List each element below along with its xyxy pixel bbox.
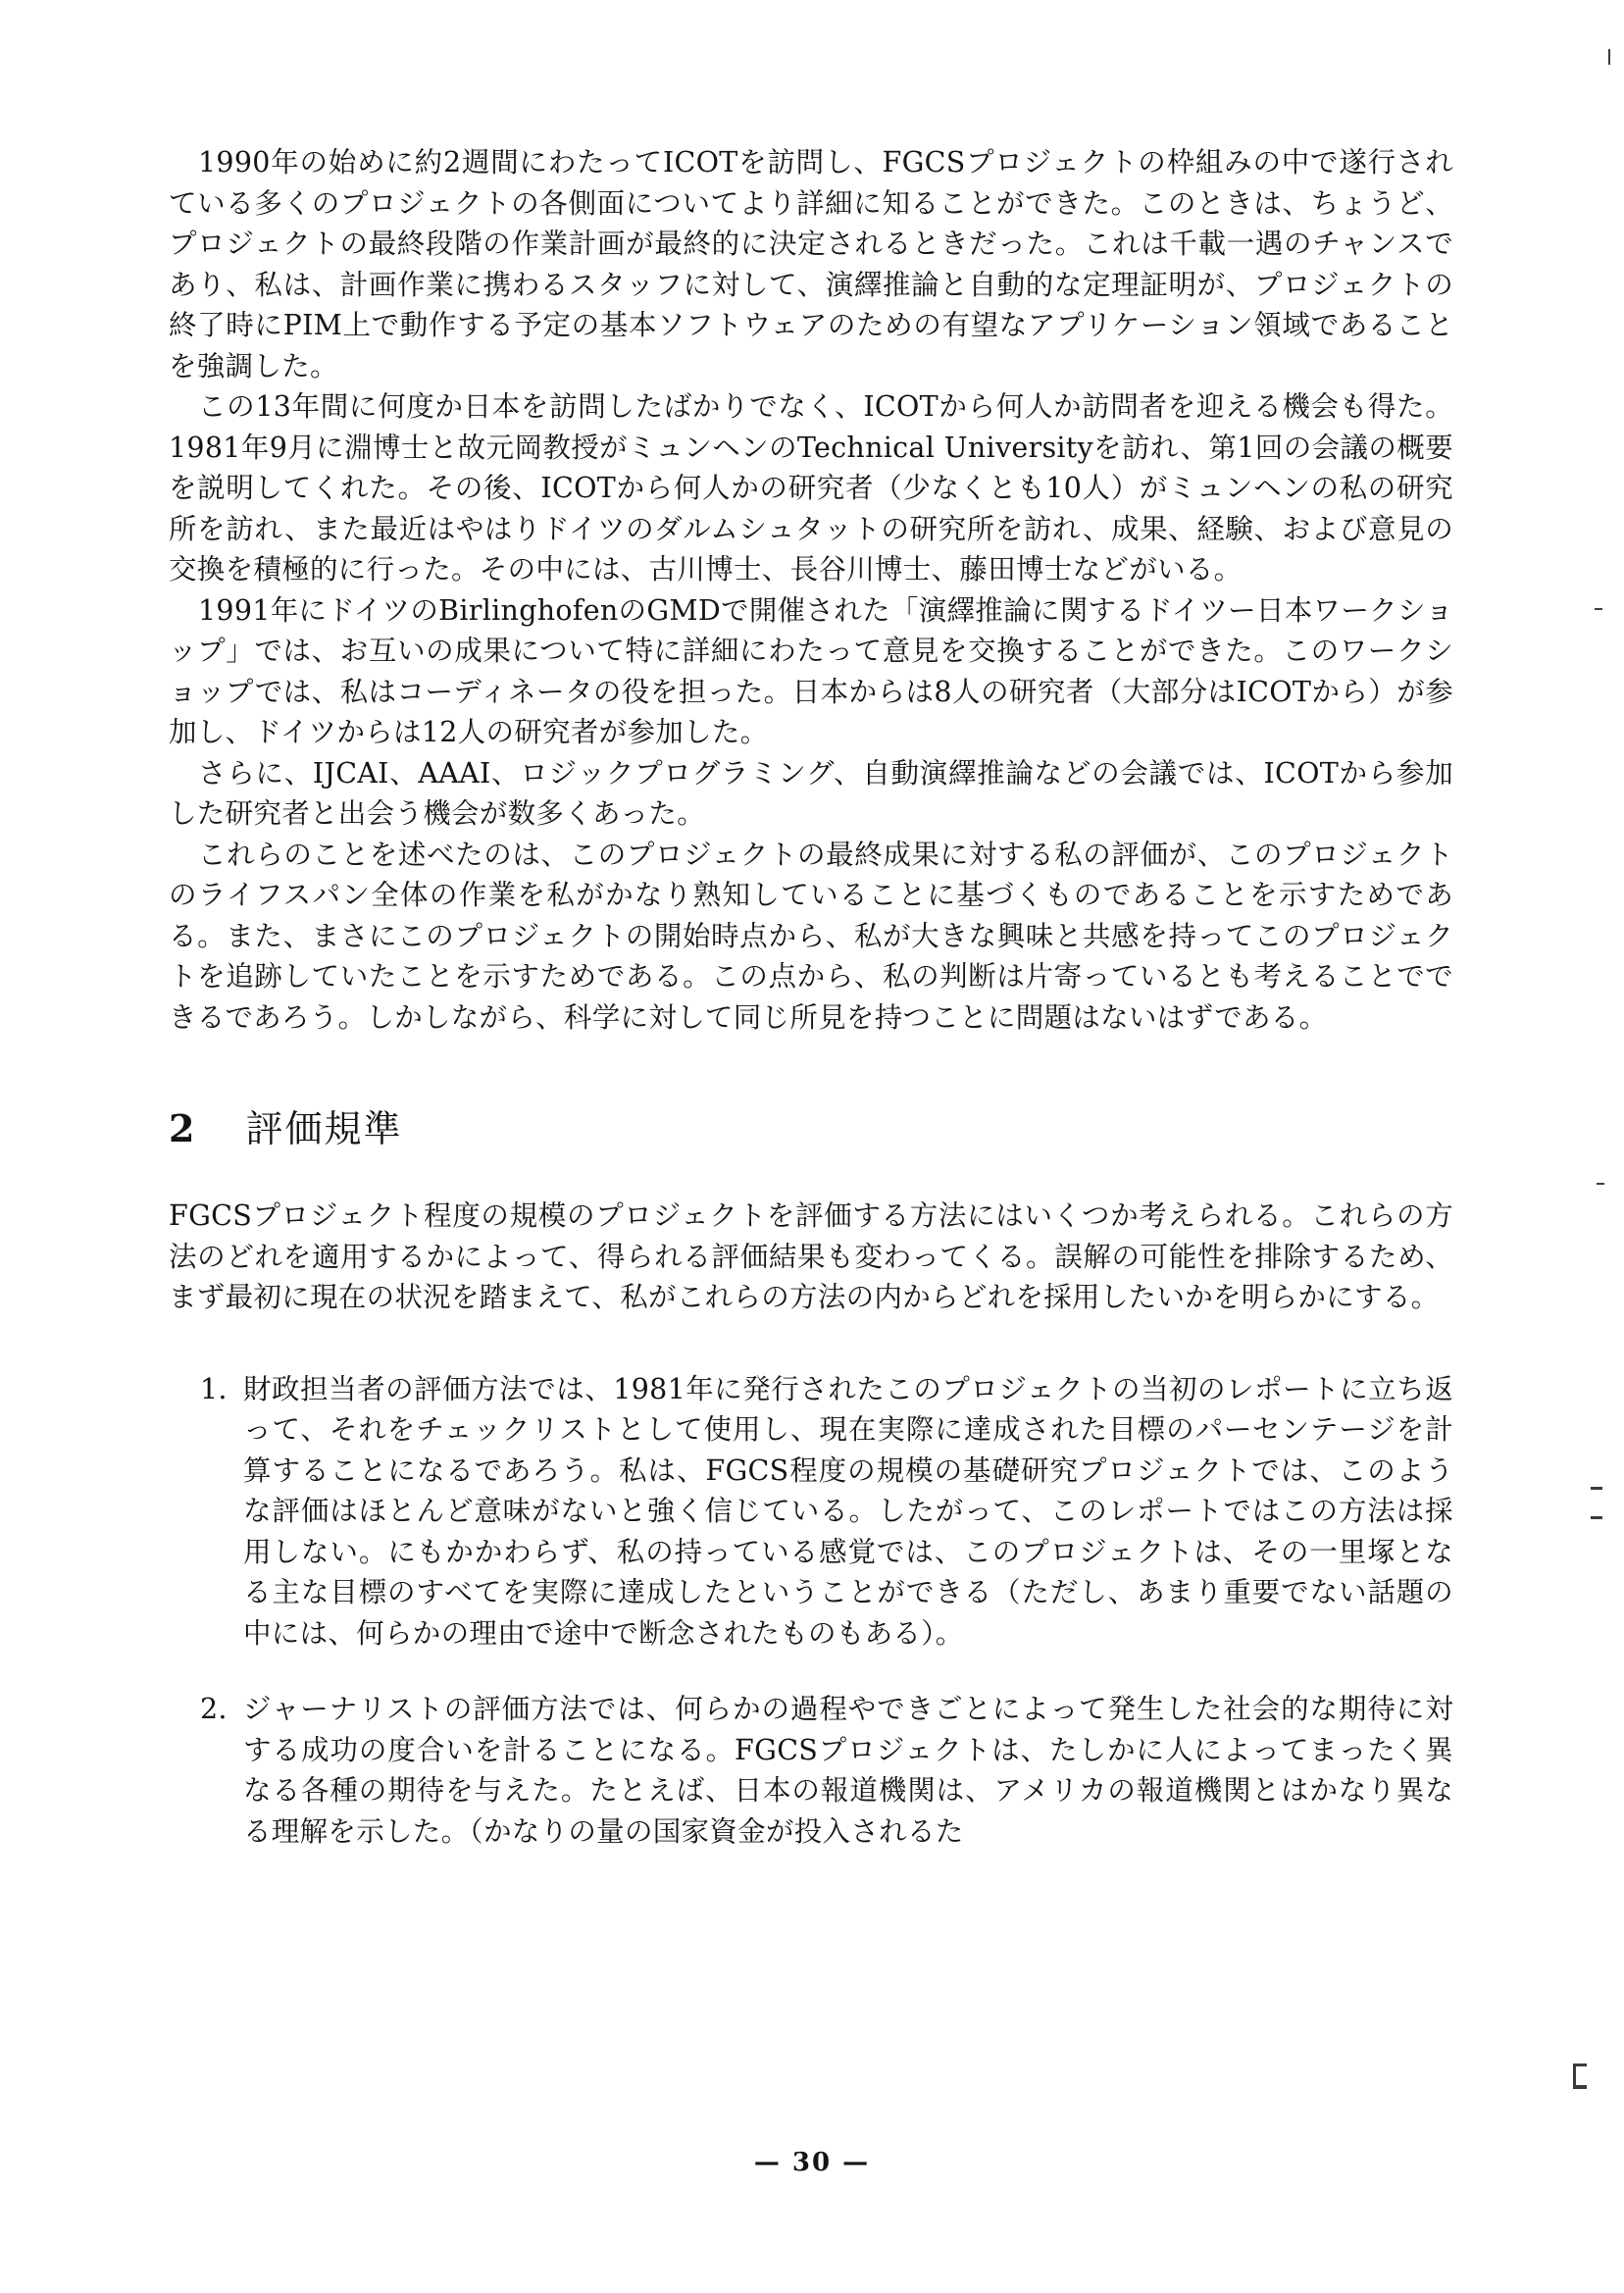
scan-artifact-mark [1595,608,1602,610]
paragraph-workshop-1991: 1991年にドイツのBirlinghofenのGMDで開催された「演繹推論に関するドイツー日本ワークショップ」では、お互いの成果について特に詳細にわたって意見を交換することができた。このワークショップでは、私はコーディネータの役を担った。日本からは8人の研究者（大部分はICOTから）が参加し、ドイツからは12人の研究者が参加した。 [169,593,1453,748]
page-number: — 30 — [753,2148,871,2177]
section-title: 評価規準 [245,1107,403,1150]
scan-artifact-mark [1591,1516,1602,1519]
scan-artifact-mark [1591,1487,1602,1490]
list-item-marker: 2. [200,1693,228,1725]
scan-artifact-mark [1573,2064,1576,2087]
paragraph-conferences: さらに、IJCAI、AAAI、ロジックプログラミング、自動演繹推論などの会議では、ICOTから参加した研究者と出会う機会が数多くあった。 [169,756,1453,830]
list-item [169,1689,1453,1852]
list-item-text: ジャーナリストの評価方法では、何らかの過程やできごとによって発生した社会的な期待に対する成功の度合いを計ることになる。FGCSプロジェクトは、たしかに人によってまったく異なる各種の期待を与えた。たとえば、日本の報道機関は、アメリカの報道機関とはかなり異なる理解を示した。（かなりの量の国家資金が投入されるた [243,1693,1453,1848]
section-intro-paragraph: FGCSプロジェクト程度の規模のプロジェクトを評価する方法にはいくつか考えられる。これらの方法のどれを適用するかによって、得られる評価結果も変わってくる。誤解の可能性を排除するため、まず最初に現在の状況を踏まえて、私がこれらの方法の内からどれを採用したいかを明らかにする。 [169,1199,1453,1313]
scan-artifact-mark [1573,2085,1587,2089]
document-page [169,142,1453,1887]
list-item-marker: 1. [200,1372,228,1405]
section-heading [169,1098,1453,1152]
evaluation-methods-list [169,1369,1453,1853]
paragraph-evaluation-basis: これらのことを述べたのは、このプロジェクトの最終成果に対する私の評価が、このプロジェクトのライフスパン全体の作業を私がかなり熟知していることに基づくものであることを示すためである。また、まさにこのプロジェクトの開始時点から、私が大きな興味と共感を持ってこのプロジェクトを追跡していたことを示すためである。この点から、私の判断は片寄っているとも考えることでできるであろう。しかしながら、科学に対して同じ所見を持つことに問題はないはずである。 [169,838,1453,1034]
list-item-text: 財政担当者の評価方法では、1981年に発行されたこのプロジェクトの当初のレポートに立ち返って、それをチェックリストとして使用し、現在実際に達成された目標のパーセンテージを計算することになるであろう。私は、FGCS程度の規模の基礎研究プロジェクトでは、このような評価はほとんど意味がないと強く信じている。したがって、このレポートではこの方法は採用しない。にもかかわらず、私の持っている感覚では、このプロジェクトは、その一里塚となる主な目標のすべてを実際に達成したということができる（ただし、あまり重要でない話題の中には、何らかの理由で途中で断念されたものもある）。 [243,1372,1453,1650]
paragraph-icot-visit-1990: 1990年の始めに約2週間にわたってICOTを訪問し、FGCSプロジェクトの枠組みの中で遂行されている多くのプロジェクトの各側面についてより詳細に知ることができた。このときは、ちょうど、プロジェクトの最終段階の作業計画が最終的に決定されるときだった。これは千載一遇のチャンスであり、私は、計画作業に携わるスタッフに対して、演繹推論と自動的な定理証明が、プロジェクトの終了時にPIM上で動作する予定の基本ソフトウェアのための有望なアプリケーション領域であることを強調した。 [169,146,1453,382]
paragraph-visits-japan: この13年間に何度か日本を訪問したばかりでなく、ICOTから何人か訪問者を迎える機会も得た。1981年9月に淵博士と故元岡教授がミュンヘンのTechnical Universityを訪れ、第1回の会議の概要を説明してくれた。その後、ICOTから何人かの研究者（少なくとも10人）がミュンヘンの私の研究所を訪れ、また最近はやはりドイツのダルムシュタットの研究所を訪れ、成果、経験、および意見の交換を積極的に行った。その中には、古川博士、長谷川博士、藤田博士などがいる。 [169,390,1453,586]
scan-artifact-mark [1597,1183,1604,1185]
section-number: 2 [169,1106,197,1150]
scan-artifact-mark [1608,49,1610,65]
list-item [169,1369,1453,1655]
